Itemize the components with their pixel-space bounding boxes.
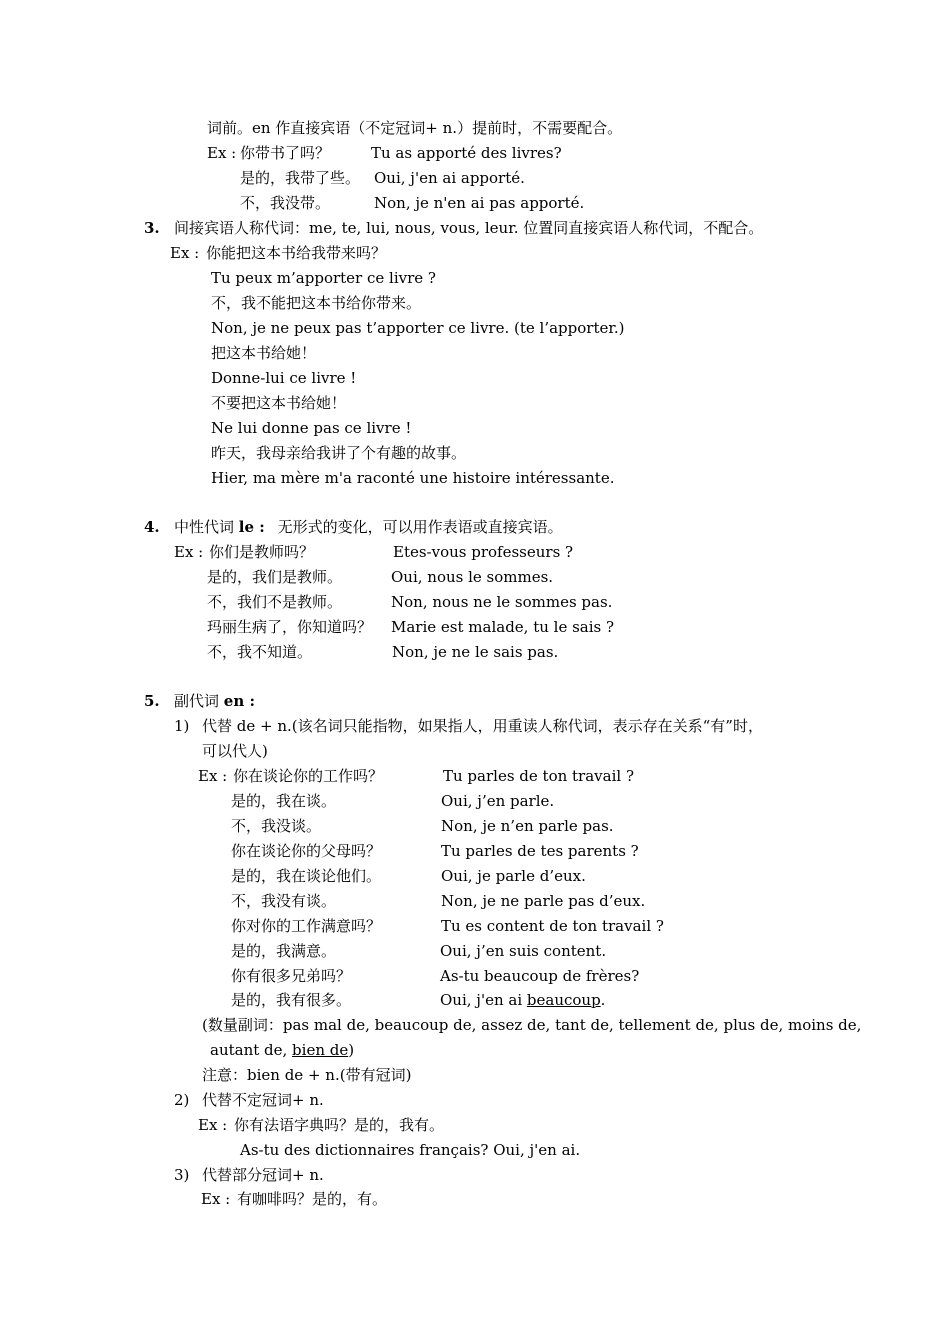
example-fr [440,993,605,1008]
example-line: 不要把这本书给她！ [211,394,347,412]
ex-label: Ex : [198,767,228,785]
section-title [174,520,563,535]
example-zh: 不，我没有谈。 [231,892,337,910]
adverb-note-text: autant de, [210,1041,293,1059]
underlined-word: bien de [292,1041,349,1059]
example-fr: Etes-vous professeurs ? [393,543,574,561]
example-fr: Non, je ne parle pas d’eux. [441,892,646,910]
example-fr: Tu parles de tes parents ? [441,842,639,860]
section-title-pre: 副代词 [174,692,220,710]
adverb-note: (数量副词：pas mal de, beaucoup de, assez de, tant de, tellement de, plus de, moins de, [202,1016,862,1034]
ex-label: Ex : [170,244,200,262]
example-fr: Non, je n'en ai pas apporté. [374,194,585,212]
example-fr: Non, je n’en parle pas. [441,817,614,835]
example-fr: Tu es content de ton travail ? [441,917,664,935]
example-fr: Tu as apporté des livres? [371,144,562,162]
adverb-note-end: ) [348,1041,355,1059]
example-zh: 是的，我们是教师。 [207,568,343,586]
example-line: Donne-lui ce livre ! [211,369,357,387]
example-fr: As-tu des dictionnaires français? Oui, j'en ai. [240,1141,581,1159]
example-zh: 你有法语字典吗？是的，我有。 [234,1116,445,1134]
example-line: Ne lui donne pas ce livre ! [211,419,412,437]
subsection-title: 代替不定冠词+ n. [202,1091,324,1109]
section-title: 间接宾语人称代词：me, te, lui, nous, vous, leur. 位置同直接宾语人称代词，不配合。 [174,219,764,237]
example-zh: 是的，我带了些。 [240,169,361,187]
example-line: Hier, ma mère m'a raconté une histoire intéressante. [211,469,615,487]
example-fr: Non, nous ne le sommes pas. [391,593,613,611]
section-title-keyword: en : [223,692,256,710]
example-fr: As-tu beaucoup de frères? [440,967,640,985]
subsection-title: 代替部分冠词+ n. [202,1166,324,1184]
ex-label: Ex : [174,543,204,561]
example-fr: Non, je ne le sais pas. [392,643,559,661]
example-zh: 不，我们不是教师。 [207,593,343,611]
example-zh: 是的，我有很多。 [231,991,352,1009]
example-zh: 玛丽生病了，你知道吗？ [207,618,373,636]
example-fr: Oui, j’en parle. [441,792,555,810]
example-zh: 不，我没带。 [240,194,331,212]
example-fr-end: . [600,991,606,1009]
section-title-keyword: le : [238,518,265,536]
example-zh: 你有很多兄弟吗？ [231,967,352,985]
subsection-title: 代替 de + n.(该名词只能指物，如果指人，用重读人称代词，表示存在关系“有”时， [202,717,763,735]
ex-label: Ex : [198,1116,228,1134]
example-fr: Oui, nous le sommes. [391,568,554,586]
example-line: Non, je ne peux pas t’apporter ce livre. (te l’apporter.) [211,319,625,337]
example-fr: Oui, j'en ai apporté. [374,169,525,187]
example-line: 不，我不能把这本书给你带来。 [211,294,422,312]
intro-line: 词前。en 作直接宾语（不定冠词+ n.）提前时，不需要配合。 [207,119,623,137]
subsection-number: 2) [174,1091,190,1109]
example-zh: 是的，我在谈。 [231,792,337,810]
example-zh: 你带书了吗？ [240,144,331,162]
example-fr: Marie est malade, tu le sais ? [391,618,615,636]
section-number: 3. [144,219,160,237]
example-fr: Oui, j’en suis content. [440,942,607,960]
subsection-title-cont: 可以代人) [202,742,268,760]
example-zh: 是的，我满意。 [231,942,337,960]
adverb-note-cont [210,1043,354,1058]
example-line: 昨天，我母亲给我讲了个有趣的故事。 [211,444,467,462]
underlined-word: beaucoup [526,991,601,1009]
example-fr: Oui, je parle d’eux. [441,867,586,885]
example-zh: 不，我不知道。 [207,643,313,661]
section-title-pre: 中性代词 [174,518,235,536]
ex-label: Ex : [201,1190,231,1208]
example-zh: 你们是教师吗？ [209,543,315,561]
section-number: 4. [144,518,160,536]
section-title [174,694,255,709]
section-number: 5. [144,692,160,710]
example-line: Tu peux m’apporter ce livre ? [211,269,436,287]
example-zh: 不，我没谈。 [231,817,322,835]
attention-note: 注意：bien de + n.(带有冠词) [202,1066,412,1084]
ex-label: Ex : [207,144,237,162]
example-zh: 你在谈论你的父母吗？ [231,842,382,860]
example-line: 把这本书给她！ [211,344,317,362]
example-zh: 你能把这本书给我带来吗？ [206,244,387,262]
subsection-number: 3) [174,1166,190,1184]
subsection-number: 1) [174,717,190,735]
example-zh: 你在谈论你的工作吗？ [233,767,384,785]
section-title-post: 无形式的变化，可以用作表语或直接宾语。 [277,518,563,536]
example-fr-text: Oui, j'en ai [440,991,527,1009]
example-zh: 你对你的工作满意吗？ [231,917,382,935]
example-fr: Tu parles de ton travail ? [443,767,634,785]
example-zh: 是的，我在谈论他们。 [231,867,382,885]
example-zh: 有咖啡吗？是的，有。 [237,1190,388,1208]
